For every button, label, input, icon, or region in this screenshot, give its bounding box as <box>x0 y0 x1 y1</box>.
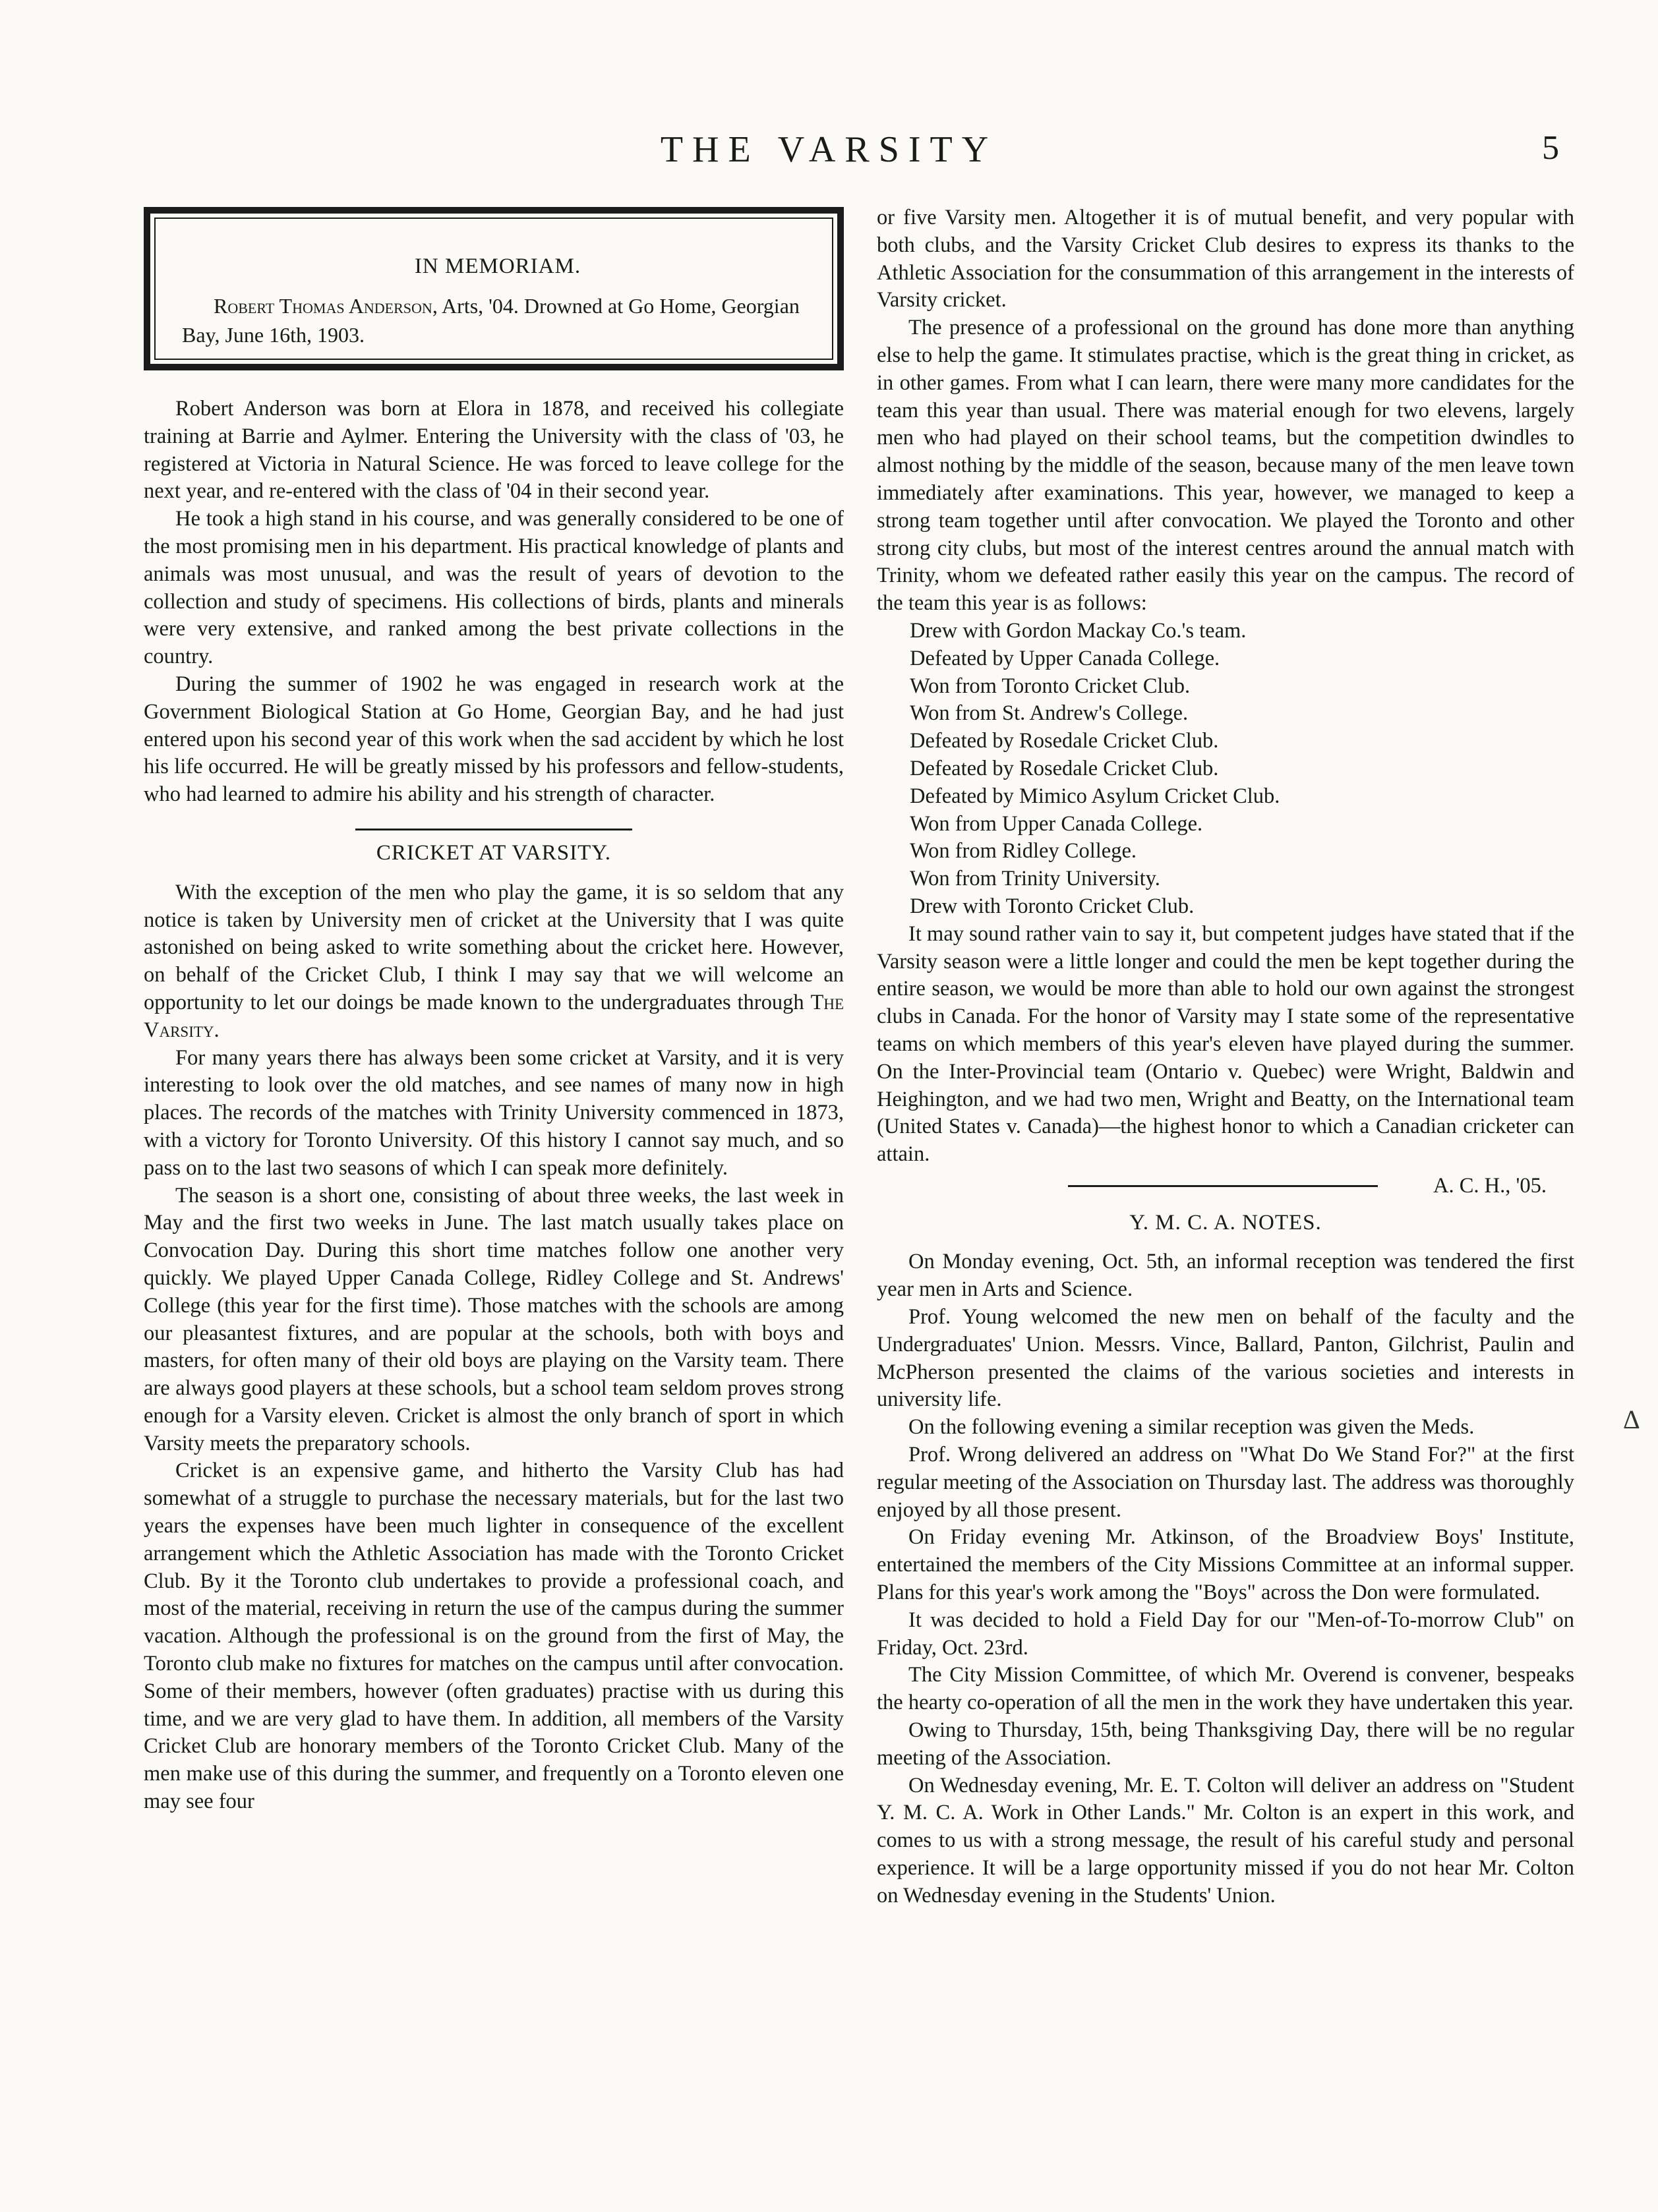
memoriam-name: Robert Thomas Anderson <box>214 293 432 318</box>
anderson-paragraph: He took a high stand in his course, and was generally considered to be one of the most promising men in his department. His practical knowledge of plants and animals was most unusual, and was the result of years of devotion to the collection and study of specimens. His collections of birds, plants and minerals were very extensive, and ranked among the best private collections in the country. <box>144 507 844 669</box>
match-result: Won from Ridley College. <box>910 839 1137 863</box>
page-number: 5 <box>1542 129 1559 167</box>
match-result: Defeated by Mimico Asylum Cricket Club. <box>910 784 1280 808</box>
ymca-paragraph: The City Mission Committee, of which Mr. Overend is convener, bespeaks the hearty co-operation of all the men in the work they have undertaken this year. <box>877 1663 1574 1715</box>
memoriam-notice <box>182 291 814 349</box>
anderson-paragraph: Robert Anderson was born at Elora in 1878, and received his collegiate training at Barrie and Aylmer. Entering the University with the class of '03, he registered at Victoria in Natural Science. He was forced to leave college for the next year, and re-entered with the class of '04 in their second year. <box>144 397 844 504</box>
cricket-continuation: or five Varsity men. Altogether it is of mutual benefit, and very popular with both clubs, and the Varsity Cricket Club desires to express its thanks to the Athletic Association for the consummation of this arrangement in the interests of Varsity cricket. <box>877 206 1574 312</box>
left-column <box>144 204 844 1816</box>
match-result: Drew with Gordon Mackay Co.'s team. <box>910 618 1247 643</box>
match-result: Defeated by Upper Canada College. <box>910 646 1220 670</box>
cricket-intro-text: With the exception of the men who play the game, it is so seldom that any notice is taken by University men of cricket at the University that I was quite astonished on being asked to write something about the cricket here. However, on behalf of the Cricket Club, I think I may say that we will welcome an opportunity to let our doings be made known to the undergraduates through <box>144 880 844 1014</box>
cricket-heading: CRICKET AT VARSITY. <box>376 840 612 865</box>
ymca-paragraph: On Monday evening, Oct. 5th, an informal reception was tendered the first year men in Arts and Science. <box>877 1250 1574 1302</box>
memoriam-details: , Arts, '04. Drowned at Go Home, Georgian Bay, June 16th, 1903. <box>182 293 800 347</box>
section-divider <box>355 829 632 830</box>
match-result: Defeated by Rosedale Cricket Club. <box>910 729 1219 753</box>
varsity-name: The Varsity. <box>144 990 844 1042</box>
right-column <box>877 204 1574 1910</box>
masthead-title: THE VARSITY <box>660 129 998 170</box>
ymca-paragraph: On the following evening a similar reception was given the Meds. <box>908 1415 1475 1440</box>
match-result: Won from Upper Canada College. <box>910 811 1203 836</box>
cricket-paragraph: The season is a short one, consisting of about three weeks, the last week in May and the first two weeks in June. The last match usually takes place on Convocation Day. During this short time matches follow one another very quickly. We played Upper Canada College, Ridley College and St. Andrews' College (this year for the first time). Those matches with the schools are among our pleasantest fixtures, and are popular at the schools, both with boys and masters, for often many of their old boys are playing on the Varsity team. There are always good players at these schools, but a school team seldom proves strong enough for a Varsity eleven. Cricket is almost the only branch of sport in which Varsity meets the preparatory schools. <box>144 1183 844 1455</box>
anderson-paragraph: During the summer of 1902 he was engaged in research work at the Government Biological Station at Go Home, Georgian Bay, and he had just entered upon his second year of this work when the sad accident by which he lost his life occurred. He will be greatly missed by his professors and fellow-students, who had learned to admire his ability and his strength of character. <box>144 672 844 807</box>
match-result: Won from Toronto Cricket Club. <box>910 674 1191 698</box>
in-memoriam-box <box>144 207 844 370</box>
ymca-paragraph: On Friday evening Mr. Atkinson, of the Broadview Boys' Institute, entertained the members of the City Missions Committee at an informal supper. Plans for this year's work among the "Boys" across the Don were formulated. <box>877 1525 1574 1605</box>
match-result: Drew with Toronto Cricket Club. <box>910 894 1195 918</box>
author-signature: A. C. H., '05. <box>1433 1173 1547 1198</box>
match-result: Won from Trinity University. <box>910 867 1160 891</box>
match-result: Won from St. Andrew's College. <box>910 701 1189 726</box>
section-divider <box>1068 1185 1378 1187</box>
margin-mark: Δ <box>1623 1405 1640 1434</box>
cricket-paragraph: The presence of a professional on the ground has done more than anything else to help the game. It stimulates practise, which is the great thing in cricket, as in other games. From what I can learn, there were many more candidates for the team this year than usual. There was material enough for two elevens, largely men who had played on their school teams, but the competition dwindles to almost nothing by the middle of the season, because many of the men leave town immediately after examinations. This year, however, we managed to keep a strong team together until after convocation. We played the Toronto and other strong city clubs, but most of the interest centres around the annual match with Trinity, whom we defeated rather easily this year on the campus. The record of the team this year is as follows: <box>877 316 1574 616</box>
match-result: Defeated by Rosedale Cricket Club. <box>910 756 1219 780</box>
cricket-paragraph: For many years there has always been some cricket at Varsity, and it is very interesting to look over the old matches, and see names of many now in high places. The records of the matches with Trinity University commenced in 1873, with a victory for Toronto University. Of this history I cannot say much, and so pass on to the last two seasons of which I can speak more definitely. <box>144 1045 844 1180</box>
memoriam-title: IN MEMORIAM. <box>414 254 581 278</box>
ymca-paragraph: It was decided to hold a Field Day for our "Men-of-To-morrow Club" on Friday, Oct. 23rd. <box>877 1608 1574 1660</box>
ymca-paragraph: Prof. Wrong delivered an address on "What Do We Stand For?" at the first regular meeting of the Association on Thursday last. The address was thoroughly enjoyed by all those present. <box>877 1443 1574 1522</box>
ymca-heading: Y. M. C. A. NOTES. <box>1129 1210 1322 1235</box>
cricket-paragraph: Cricket is an expensive game, and hitherto the Varsity Club has had somewhat of a struggle to purchase the necessary materials, but for the last two years the expenses have been much lighter in consequence of the excellent arrangement which the Athletic Association has made with the Toronto Cricket Club. By it the Toronto club undertakes to provide a professional coach, and most of the material, receiving in return the use of the campus during the summer vacation. Although the professional is on the ground from the first of May, the Toronto club make no fixtures for matches on the campus until after convocation. Some of their members, however (often graduates) practise with us during this time, and we are very glad to have them. In addition, all members of the Varsity Cricket Club are honorary members of the Toronto Cricket Club. Many of the men make use of this during the summer, and frequently on a Toronto eleven one may see four <box>144 1459 844 1814</box>
ymca-paragraph: Prof. Young welcomed the new men on behalf of the faculty and the Undergraduates' Union. Messrs. Vince, Ballard, Panton, Gilchrist, Paulin and McPherson presented the claims of the various societies and interests in university life. <box>877 1305 1574 1412</box>
ymca-paragraph: Owing to Thursday, 15th, being Thanksgiving Day, there will be no regular meeting of the Association. <box>877 1718 1574 1770</box>
signature-line <box>877 1173 1574 1200</box>
page-header <box>0 129 1658 181</box>
match-results-list <box>877 618 1574 921</box>
cricket-paragraph <box>144 879 844 1045</box>
cricket-paragraph: It may sound rather vain to say it, but competent judges have stated that if the Varsity season were a little longer and could the men be kept together during the entire season, we would be more than able to hold our own against the strongest clubs in Canada. For the honor of Varsity may I state some of the representative teams on which members of this year's eleven have played during the summer. On the Inter-Provincial team (Ontario v. Quebec) were Wright, Baldwin and Heighington, and we had two men, Wright and Beatty, on the International team (United States v. Canada)—the highest honor to which a Canadian cricketer can attain. <box>877 921 1574 1167</box>
ymca-paragraph: On Wednesday evening, Mr. E. T. Colton will deliver an address on "Student Y. M. C. A. Work in Other Lands." Mr. Colton is an expert in this work, and comes to us with a strong message, the result of his careful study and personal experience. It will be a large opportunity missed if you do not hear Mr. Colton on Wednesday evening in the Students' Union. <box>877 1773 1574 1907</box>
